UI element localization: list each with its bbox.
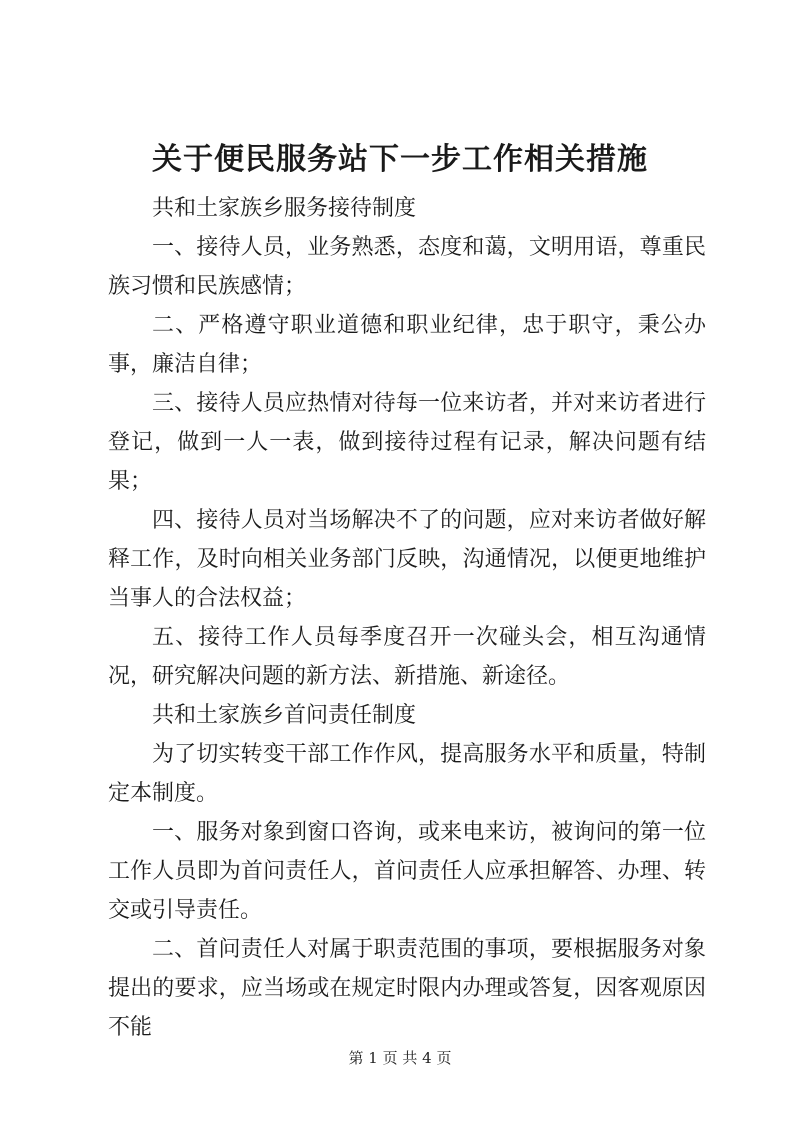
section-heading: 共和土家族乡服务接待制度 (152, 196, 417, 221)
document-title: 关于便民服务站下一步工作相关措施 (152, 142, 648, 177)
paragraph: 为了切实转变干部工作作风，提高服务水平和质量，特制定本制度。 (108, 742, 706, 806)
paragraph: 三、接待人员应热情对待每一位来访者，并对来访者进行登记，做到一人一表，做到接待过程有记录，解决问题有结果； (108, 391, 706, 494)
document-body (108, 189, 706, 1047)
paragraph: 二、严格遵守职业道德和职业纪律，忠于职守，秉公办事，廉洁自律； (108, 313, 706, 377)
paragraph: 一、接待人员，业务熟悉，态度和蔼，文明用语，尊重民族习惯和民族感情； (108, 235, 706, 299)
paragraph: 四、接待人员对当场解决不了的问题，应对来访者做好解释工作，及时向相关业务部门反映，沟通情况，以便更地维护当事人的合法权益； (108, 508, 706, 611)
paragraph: 二、首问责任人对属于职责范围的事项，要根据服务对象提出的要求，应当场或在规定时限内办理或答复，因客观原因不能 (108, 937, 706, 1040)
paragraph: 五、接待工作人员每季度召开一次碰头会，相互沟通情况，研究解决问题的新方法、新措施、新途径。 (108, 625, 706, 689)
section-heading: 共和土家族乡首问责任制度 (152, 703, 417, 728)
page-footer: 第 1 页 共 4 页 (348, 1049, 452, 1067)
paragraph: 一、服务对象到窗口咨询，或来电来访，被询问的第一位工作人员即为首问责任人，首问责任人应承担解答、办理、转交或引导责任。 (108, 820, 706, 923)
